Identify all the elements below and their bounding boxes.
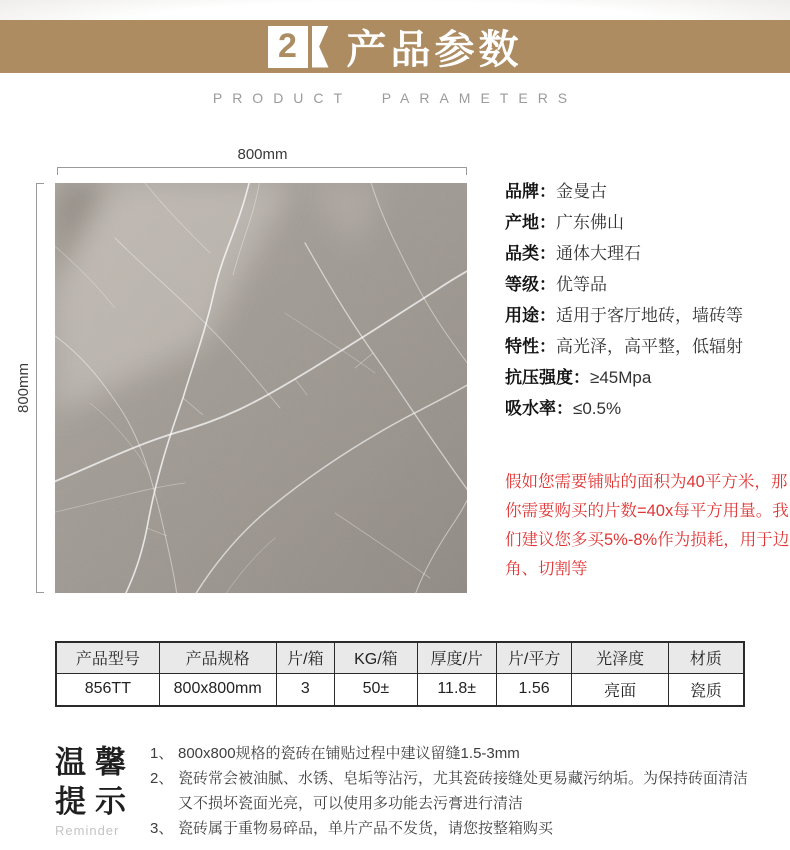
- spec-grade-value: 优等品: [556, 275, 607, 294]
- spec-features-value: 高光泽，高平整，低辐射: [556, 337, 743, 356]
- top-shade: [0, 0, 790, 20]
- note-2-text: 瓷砖常会被油腻、水锈、皂垢等沾污，尤其瓷砖接缝处更易藏污纳垢。为保持砖面清洁又不损坏瓷面光亮，可以使用多功能去污膏进行清洁: [178, 770, 749, 812]
- spec-category: [505, 244, 790, 263]
- spec-grade-label: 等级：: [505, 275, 556, 294]
- col-pieces-per-sqm: 片/平方: [496, 642, 572, 673]
- reminder-notes: [150, 741, 762, 841]
- spec-brand: [505, 182, 790, 201]
- cell-pieces-per-sqm: 1.56: [496, 673, 572, 706]
- reminder-title-line2: 提示: [55, 784, 135, 819]
- spec-category-label: 品类：: [505, 244, 556, 263]
- spec-grade: [505, 275, 790, 294]
- section-title: 产品参数: [346, 28, 523, 72]
- note-3-text: 瓷砖属于重物易碎品，单片产品不发货，请您按整箱购买: [178, 820, 554, 837]
- spec-compressive-strength: [505, 368, 790, 387]
- spec-usage: [505, 306, 790, 325]
- spec-usage-value: 适用于客厅地砖，墙砖等: [556, 306, 743, 325]
- reminder-title: [55, 743, 135, 821]
- col-kg-per-box: KG/箱: [335, 642, 418, 673]
- spec-origin: [505, 213, 790, 232]
- col-model: 产品型号: [56, 642, 159, 673]
- col-gloss: 光泽度: [572, 642, 668, 673]
- reminder-title-line1: 温馨: [55, 745, 135, 780]
- col-thickness: 厚度/片: [417, 642, 496, 673]
- spec-brand-label: 品牌：: [505, 182, 556, 201]
- table-header-row: [56, 642, 744, 673]
- section-header-banner: [0, 20, 790, 73]
- cell-pieces-per-box: 3: [276, 673, 334, 706]
- tile-height-label: 800mm: [15, 362, 32, 414]
- spec-features-label: 特性：: [505, 337, 556, 356]
- cell-size: 800x800mm: [159, 673, 276, 706]
- purchase-advice-note: 假如您需要铺贴的面积为40平方米，那你需要购买的片数=40x每平方用量。我们建议您多买5%-8%作为损耗，用于边角、切割等: [505, 473, 790, 578]
- spec-water-absorption-label: 吸水率：: [505, 399, 573, 418]
- col-material: 材质: [668, 642, 744, 673]
- spec-compressive-strength-label: 抗压强度：: [505, 368, 590, 387]
- spec-brand-value: 金曼古: [556, 182, 607, 201]
- cell-thickness: 11.8±: [417, 673, 496, 706]
- parameter-table: [55, 641, 745, 707]
- tile-width-dimension-line: [57, 167, 467, 175]
- cell-material: 瓷质: [668, 673, 744, 706]
- section-number: 2: [268, 26, 308, 68]
- note-3-number: 3、: [150, 820, 174, 837]
- cell-gloss: 亮面: [572, 673, 668, 706]
- ribbon-tail-icon: [312, 26, 329, 68]
- reminder-note-3: [150, 816, 762, 841]
- spec-origin-value: 广东佛山: [556, 213, 624, 232]
- spec-list: [505, 182, 790, 430]
- tile-height-dimension-line: [36, 183, 44, 593]
- note-1-number: 1、: [150, 745, 174, 762]
- reminder-note-2: [150, 766, 762, 816]
- reminder-note-1: [150, 741, 762, 766]
- spec-usage-label: 用途：: [505, 306, 556, 325]
- spec-features: [505, 337, 790, 356]
- col-size: 产品规格: [159, 642, 276, 673]
- cell-model: 856TT: [56, 673, 159, 706]
- note-2-number: 2、: [150, 770, 174, 787]
- spec-water-absorption: [505, 399, 790, 418]
- col-pieces-per-box: 片/箱: [276, 642, 334, 673]
- tile-width-label: 800mm: [237, 146, 288, 163]
- section-subtitle: PRODUCT PARAMETERS: [212, 90, 578, 106]
- spec-origin-label: 产地：: [505, 213, 556, 232]
- spec-water-absorption-value: ≤0.5%: [573, 399, 622, 418]
- note-1-text: 800x800规格的瓷砖在铺贴过程中建议留缝1.5-3mm: [178, 745, 520, 762]
- spec-category-value: 通体大理石: [556, 244, 641, 263]
- section-number-badge-icon: [268, 26, 329, 68]
- reminder-subtitle: Reminder: [55, 823, 120, 838]
- table-row: [56, 673, 744, 706]
- spec-compressive-strength-value: ≥45Mpa: [590, 368, 652, 387]
- cell-kg-per-box: 50±: [335, 673, 418, 706]
- marble-tile-image: [55, 183, 467, 593]
